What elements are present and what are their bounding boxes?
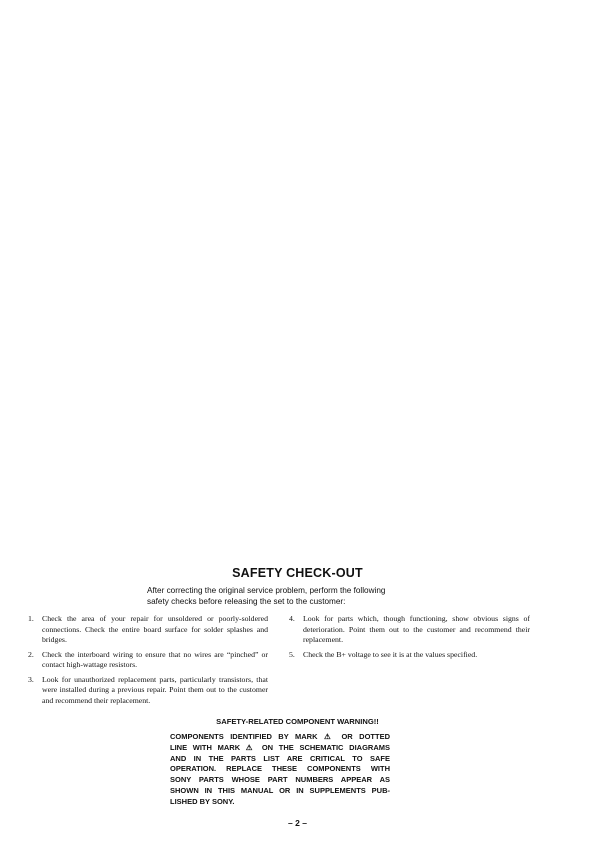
- check-item: [289, 614, 530, 646]
- check-number: 2.: [28, 649, 34, 659]
- check-text: Check the B+ voltage to see it is at the values specified.: [303, 649, 478, 659]
- check-item: [289, 650, 530, 661]
- check-number: 3.: [28, 674, 34, 684]
- check-text: Check the area of your repair for unsoldered or poorly-soldered connections. Check the entire board surface for solder splashes and bridges.: [42, 614, 268, 644]
- check-number: 4.: [289, 614, 295, 623]
- check-text: Look for unauthorized replacement parts, particularly transistors, that were installed during a previous repair. Point them out to the customer and recommend their replacement.: [42, 674, 268, 705]
- check-item: [28, 675, 268, 707]
- warning-line: OPERATION. REPLACE THESE COMPONENTS WITH: [170, 764, 390, 774]
- warning-line: SHOWN IN THIS MANUAL OR IN SUPPLEMENTS PUB-: [170, 785, 390, 795]
- checks-left-column: [28, 614, 268, 710]
- page-number: – 2 –: [288, 818, 307, 828]
- intro-line: After correcting the original service problem, perform the following: [147, 586, 386, 595]
- warning-line: COMPONENTS IDENTIFIED BY MARK ⚠ OR DOTTED: [170, 732, 390, 741]
- warning-line: LINE WITH MARK ⚠ ON THE SCHEMATIC DIAGRAMS: [170, 742, 390, 752]
- warning-line: LISHED BY SONY.: [170, 796, 235, 806]
- warning-heading: SAFETY-RELATED COMPONENT WARNING!!: [216, 717, 379, 726]
- checks-right-column: [289, 614, 530, 664]
- check-text: Look for parts which, though functioning, show obvious signs of deterioration. Point them out to the customer and recommend their replacement.: [303, 614, 530, 644]
- check-item: [28, 650, 268, 671]
- check-number: 5.: [289, 649, 295, 659]
- intro-paragraph: [147, 585, 427, 607]
- warning-line: AND IN THE PARTS LIST ARE CRITICAL TO SAFE: [170, 753, 390, 763]
- section-title: SAFETY CHECK-OUT: [232, 566, 363, 580]
- warning-body: [170, 732, 390, 808]
- intro-line: safety checks before releasing the set to the customer:: [147, 597, 346, 606]
- warning-line: SONY PARTS WHOSE PART NUMBERS APPEAR AS: [170, 775, 390, 785]
- check-text: Check the interboard wiring to ensure that no wires are “pinched” or contact high-wattage resistors.: [42, 649, 268, 669]
- check-item: [28, 614, 268, 646]
- check-number: 1.: [28, 614, 34, 623]
